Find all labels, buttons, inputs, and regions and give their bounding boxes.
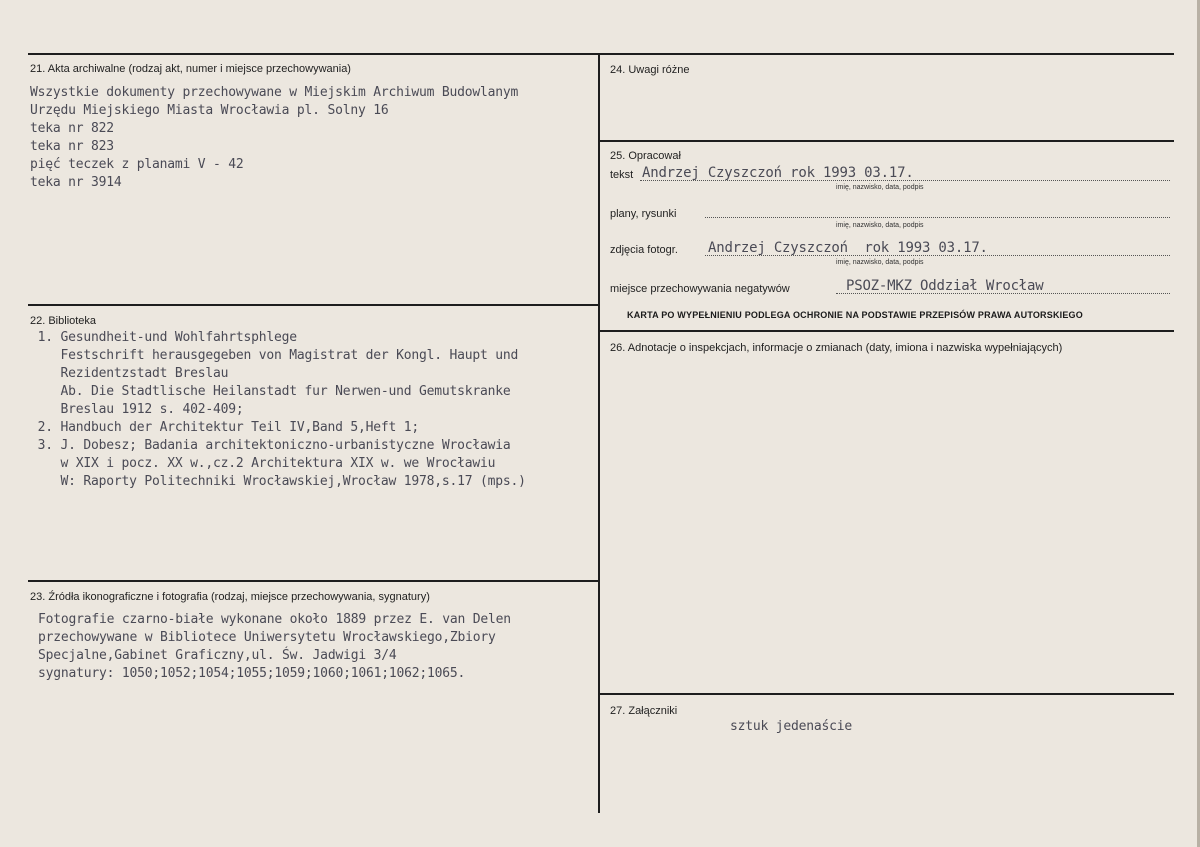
divider-21-22 — [28, 304, 598, 306]
tekst-label: tekst — [610, 169, 634, 181]
miejsce-value: PSOZ-MKZ Oddział Wrocław — [846, 278, 1044, 294]
section23-text — [38, 611, 511, 683]
section23-line: Specjalne,Gabinet Graficzny,ul. Św. Jadwigi 3/4 — [38, 648, 397, 663]
section21-line: Urzędu Miejskiego Miasta Wrocławia pl. Solny 16 — [30, 103, 389, 118]
section22-line: w XIX i pocz. XX w.,cz.2 Architektura XIX w. we Wrocławiu — [30, 456, 496, 471]
zdjecia-label: zdjęcia fotogr. — [610, 244, 678, 256]
section24-label: 24. Uwagi różne — [610, 64, 690, 76]
zdjecia-value: Andrzej Czyszczoń rok 1993 03.17. — [708, 240, 988, 256]
tekst-sublabel: imię, nazwisko, data, podpis — [836, 184, 924, 191]
miejsce-label: miejsce przechowywania negatywów — [610, 283, 790, 295]
section25-label: 25. Opracował — [610, 150, 681, 162]
center-divider — [598, 53, 600, 813]
zdjecia-sublabel: imię, nazwisko, data, podpis — [836, 259, 924, 266]
plany-line — [705, 217, 1170, 218]
section22-line: 1. Gesundheit-und Wohlfahrtsphlege — [30, 330, 297, 345]
divider-25-26 — [598, 330, 1174, 332]
section21-line: Wszystkie dokumenty przechowywane w Miejskim Archiwum Budowlanym — [30, 85, 519, 100]
section21-text — [30, 84, 518, 192]
section26-label: 26. Adnotacje o inspekcjach, informacje o zmianach (daty, imiona i nazwiska wypełniających) — [610, 342, 1063, 354]
section23-line: Fotografie czarno-białe wykonane około 1889 przez E. van Delen — [38, 612, 511, 627]
section22-line: Ab. Die Stadtlische Heilanstadt fur Nerwen-und Gemutskranke — [30, 384, 511, 399]
section21-line: teka nr 823 — [30, 139, 114, 154]
section21-label: 21. Akta archiwalne (rodzaj akt, numer i miejsce przechowywania) — [30, 63, 351, 75]
section27-label: 27. Załączniki — [610, 705, 678, 717]
plany-sublabel: imię, nazwisko, data, podpis — [836, 222, 924, 229]
copyright-warning: KARTA PO WYPEŁNIENIU PODLEGA OCHRONIE NA PODSTAWIE PRZEPISÓW PRAWA AUTORSKIEGO — [627, 310, 1083, 320]
section21-line: teka nr 3914 — [30, 175, 122, 190]
section22-line: Breslau 1912 s. 402-409; — [30, 402, 244, 417]
section22-line: Festschrift herausgegeben von Magistrat der Kongl. Haupt und — [30, 348, 519, 363]
plany-label: plany, rysunki — [610, 208, 677, 220]
divider-24-25 — [598, 140, 1174, 142]
section22-line: W: Raporty Politechniki Wrocławskiej,Wrocław 1978,s.17 (mps.) — [30, 474, 526, 489]
section22-line: 2. Handbuch der Architektur Teil IV,Band 5,Heft 1; — [30, 420, 419, 435]
section23-label: 23. Źródła ikonograficzne i fotografia (rodzaj, miejsce przechowywania, sygnatury) — [30, 591, 430, 603]
top-border — [28, 53, 1174, 55]
section22-text — [30, 329, 526, 491]
attachments-value: sztuk jedenaście — [730, 719, 853, 734]
section23-line: sygnatury: 1050;1052;1054;1055;1059;1060;1061;1062;1065. — [38, 666, 466, 681]
section22-label: 22. Biblioteka — [30, 315, 97, 327]
section21-line: teka nr 822 — [30, 121, 114, 136]
section22-line: 3. J. Dobesz; Badania architektoniczno-urbanistyczne Wrocławia — [30, 438, 511, 453]
section21-line: pięć teczek z planami V - 42 — [30, 157, 244, 172]
section23-line: przechowywane w Bibliotece Uniwersytetu Wrocławskiego,Zbiory — [38, 630, 496, 645]
section22-line: Rezidentzstadt Breslau — [30, 366, 229, 381]
tekst-value: Andrzej Czyszczoń rok 1993 03.17. — [642, 165, 914, 181]
divider-26-27 — [598, 693, 1174, 695]
divider-22-23 — [28, 580, 598, 582]
